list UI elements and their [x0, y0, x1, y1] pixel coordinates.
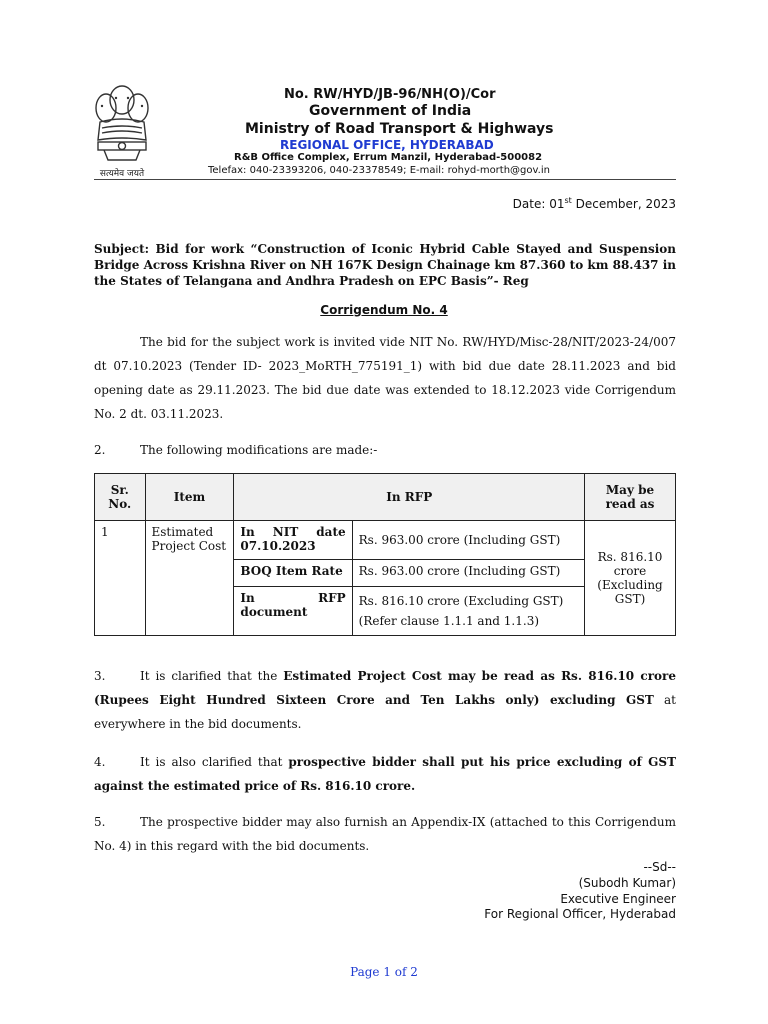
signature-sd: --Sd--	[643, 860, 676, 874]
reference-number: No. RW/HYD/JB-96/NH(O)/Cor	[284, 87, 496, 102]
paragraph-2: 2. The following modifications are made:-	[94, 443, 378, 457]
modifications-table	[94, 473, 676, 636]
signatory-name: (Subodh Kumar)	[578, 876, 676, 890]
national-emblem-icon	[86, 78, 158, 178]
cell-rfp-value: Rs. 963.00 crore (Including GST)	[352, 560, 584, 587]
table-row	[95, 521, 676, 560]
emblem-motto: सत्यमेव जयते	[99, 169, 145, 179]
telefax-line: Telefax: 040-23393206, 040-23378549; E-mail: rohyd-morth@gov.in	[208, 165, 550, 176]
paragraph-5: 5. The prospective bidder may also furnish an Appendix-IX (attached to this Corrigendum No. 4) in this regard with the bid documents.	[94, 815, 676, 853]
header-in-rfp: In RFP	[234, 474, 585, 521]
subject-line: Subject: Bid for work “Construction of Iconic Hybrid Cable Stayed and Suspension Bridge Across Krishna River on NH 167K Design Chainage km 87.360 to km 88.437 in the States of Telangana and Andhra Pradesh on EPC Basis”- Reg	[94, 242, 676, 288]
regional-office-title: REGIONAL OFFICE, HYDERABAD	[280, 138, 494, 152]
paragraph-4: 4. It is also clarified that prospective bidder shall put his price excluding of GST against the estimated price of Rs. 816.10 crore.	[94, 755, 676, 793]
header-item: Item	[145, 474, 234, 521]
cell-sub-label: In RFP document	[234, 587, 352, 636]
cell-rfp-value	[352, 587, 584, 636]
header-sr-no: Sr. No.	[95, 474, 146, 521]
header-may-be-read-as: May be read as	[585, 474, 676, 521]
cell-may-be-read-as: Rs. 816.10 crore (Excluding GST)	[585, 521, 676, 636]
paragraph-1: The bid for the subject work is invited vide NIT No. RW/HYD/Misc-28/NIT/2023-24/007 dt 07.10.2023 (Tender ID- 2023_MoRTH_775191_1) with bid due date 28.11.2023 and bid opening date as 29.11.2023. The bid due date was extended to 18.12.2023 vide Corrigendum No. 2 dt. 03.11.2023.	[94, 335, 676, 421]
paragraph-3: 3. It is clarified that the Estimated Project Cost may be read as Rs. 816.10 crore (Rupees Eight Hundred Sixteen Crore and Ten Lakhs only) excluding GST at everywhere in the bid documents.	[94, 669, 676, 731]
cell-sub-label: In NIT date 07.10.2023	[234, 521, 352, 560]
cell-rfp-value: Rs. 963.00 crore (Including GST)	[352, 521, 584, 560]
page-number: Page 1 of 2	[350, 965, 418, 979]
header-divider	[94, 179, 676, 180]
corrigendum-title: Corrigendum No. 4	[320, 303, 448, 317]
cell-sr-no: 1	[95, 521, 146, 636]
table-header-row	[95, 474, 676, 521]
rfp-value-line: Rs. 816.10 crore (Excluding GST)	[358, 594, 564, 608]
office-address: R&B Office Complex, Errum Manzil, Hyderabad-500082	[234, 152, 543, 163]
rfp-value-note: (Refer clause 1.1.1 and 1.1.3)	[358, 614, 540, 628]
letter-date: Date: 01st December, 2023	[512, 196, 676, 211]
cell-item: Estimated Project Cost	[145, 521, 234, 636]
ministry-title: Ministry of Road Transport & Highways	[245, 121, 554, 137]
signatory-designation: Executive Engineer	[560, 892, 676, 906]
cell-sub-label: BOQ Item Rate	[234, 560, 352, 587]
signatory-office: For Regional Officer, Hyderabad	[484, 907, 676, 921]
government-title: Government of India	[309, 103, 472, 119]
